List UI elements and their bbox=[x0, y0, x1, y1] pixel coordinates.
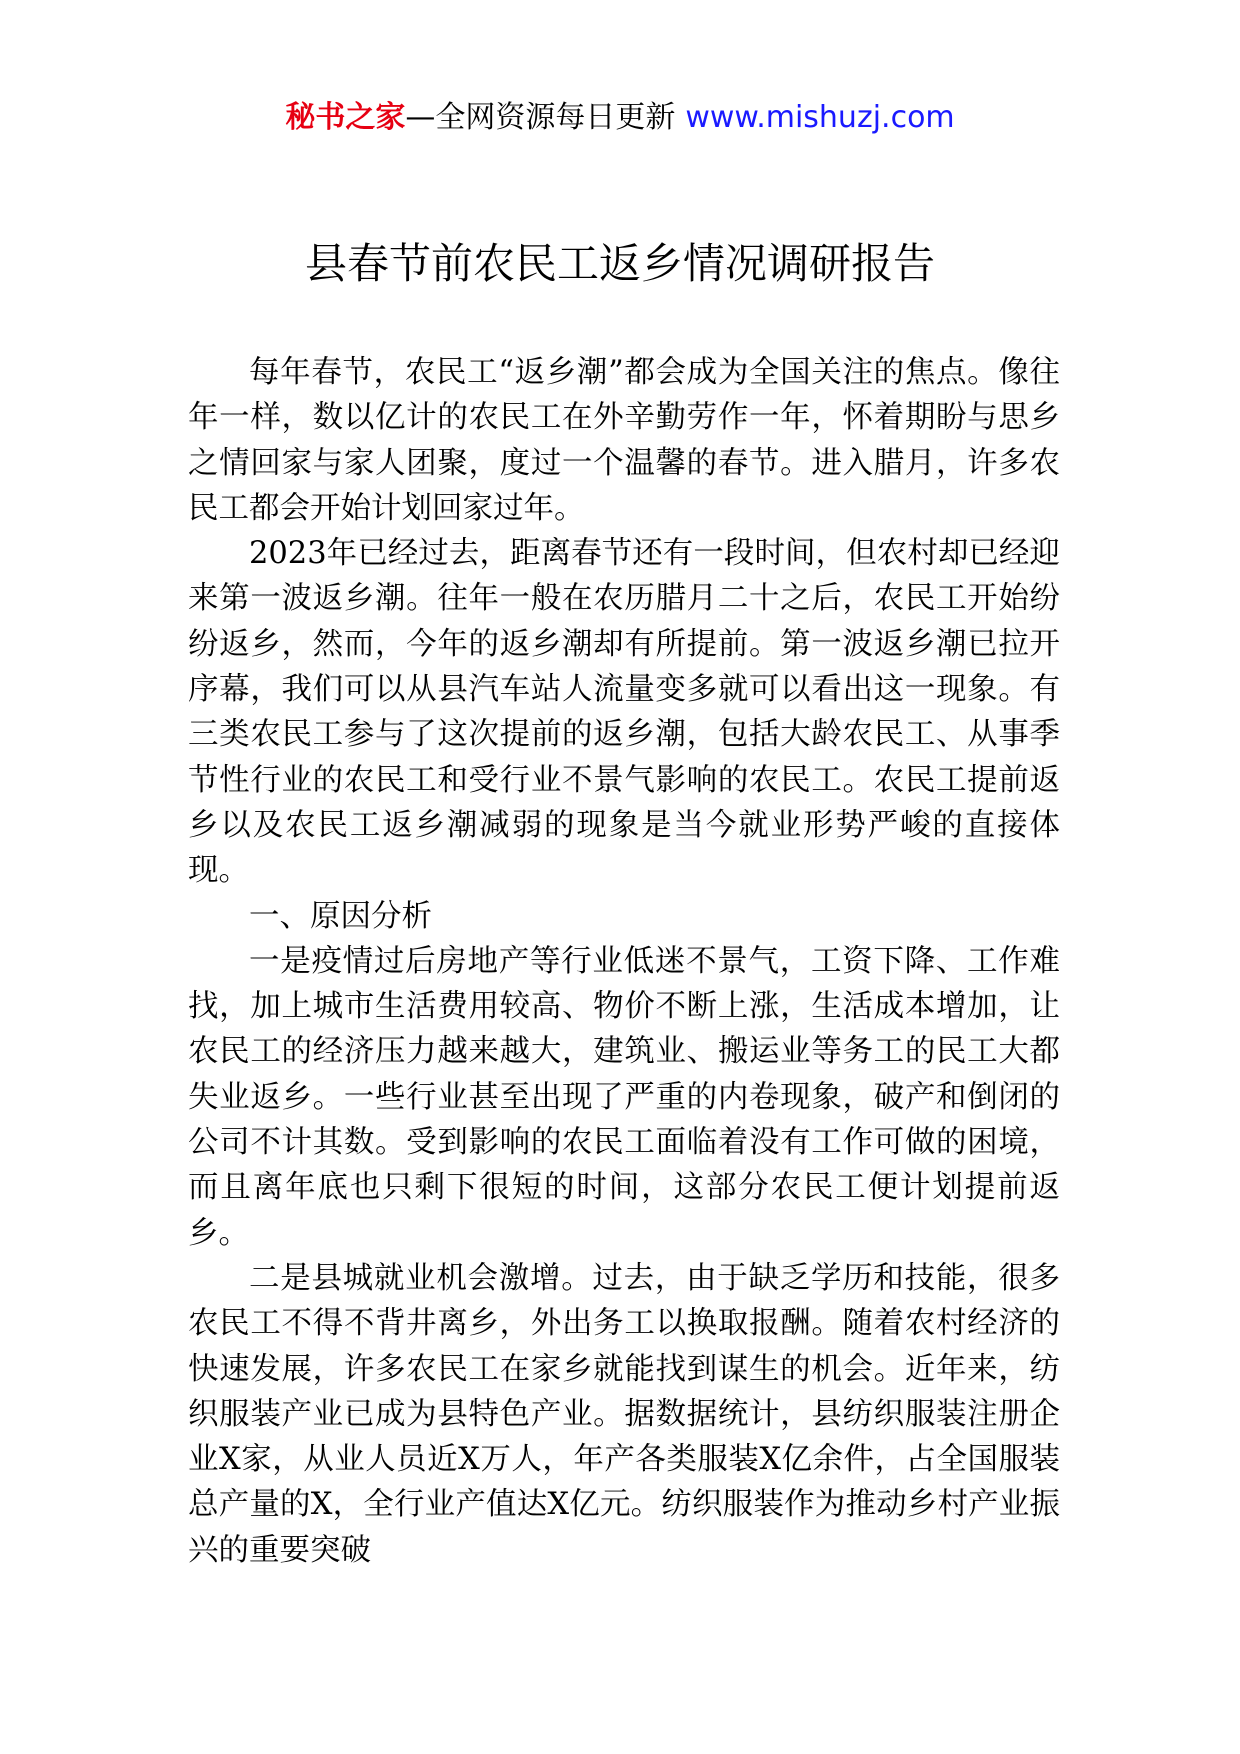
site-url-link[interactable]: www.mishuzj.com bbox=[685, 100, 955, 135]
paragraph-intro: 每年春节，农民工“返乡潮”都会成为全国关注的焦点。像往年一样，数以亿计的农民工在外辛勤劳作一年，怀着期盼与思乡之情回家与家人团聚，度过一个温馨的春节。进入腊月，许多农民工都会开始计划回家过年。 bbox=[188, 355, 1060, 526]
paragraph-2023: 2023年已经过去，距离春节还有一段时间，但农村却已经迎来第一波返乡潮。往年一般在农历腊月二十之后，农民工开始纷纷返乡，然而，今年的返乡潮却有所提前。第一波返乡潮已拉开序幕，我们可以从县汽车站人流量变多就可以看出这一现象。有三类农民工参与了这次提前的返乡潮，包括大龄农民工、从事季节性行业的农民工和受行业不景气影响的农民工。农民工提前返乡以及农民工返乡潮减弱的现象是当今就业形势严峻的直接体现。 bbox=[188, 536, 1060, 889]
document-title: 县春节前农民工返乡情况调研报告 bbox=[304, 239, 935, 288]
section-heading-cause-analysis: 一、原因分析 bbox=[249, 898, 432, 934]
header-tagline: —全网资源每日更新 bbox=[405, 100, 676, 135]
brand-name: 秘书之家 bbox=[285, 100, 406, 135]
paragraph-reason-two: 二是县城就业机会激增。过去，由于缺乏学历和技能，很多农民工不得不背井离乡，外出务工以换取报酬。随着农村经济的快速发展，许多农民工在家乡就能找到谋生的机会。近年来，纺织服装产业已成为县特色产业。据数据统计，县纺织服装注册企业X家，从业人员近X万人，年产各类服装X亿余件，占全国服装总产量的X，全行业产值达X亿元。纺织服装作为推动乡村产业振兴的重要突破 bbox=[188, 1260, 1060, 1568]
document-body bbox=[188, 350, 1060, 1573]
paragraph-reason-one: 一是疫情过后房地产等行业低迷不景气，工资下降、工作难找，加上城市生活费用较高、物价不断上涨，生活成本增加，让农民工的经济压力越来越大，建筑业、搬运业等务工的民工大都失业返乡。一些行业甚至出现了严重的内卷现象，破产和倒闭的公司不计其数。受到影响的农民工面临着没有工作可做的困境，而且离年底也只剩下很短的时间，这部分农民工便计划提前返乡。 bbox=[188, 943, 1060, 1251]
site-header bbox=[0, 98, 1240, 138]
